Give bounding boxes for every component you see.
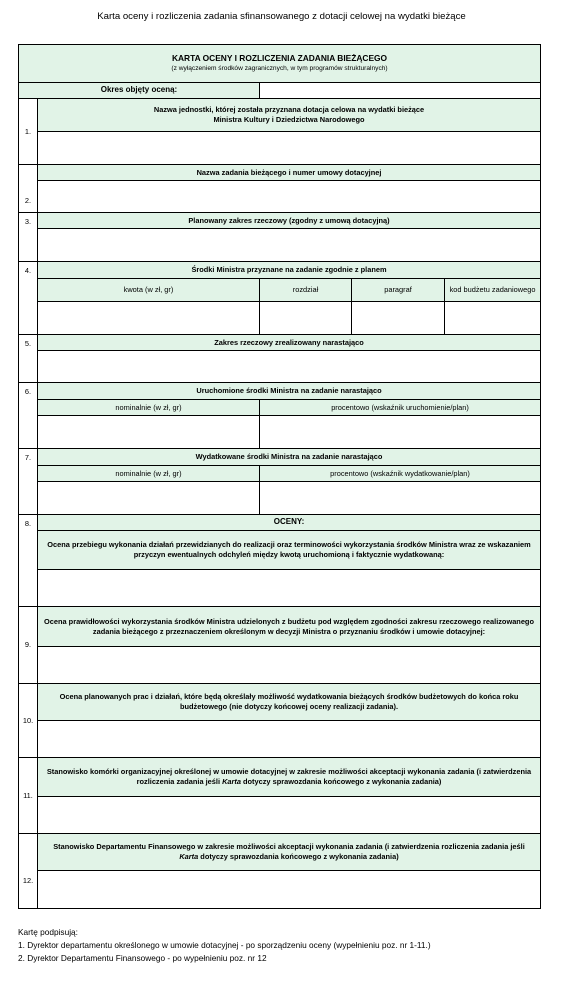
section-number: 10. [19,684,38,758]
section-9-field[interactable] [38,647,541,684]
section-12-italic: Karta [179,852,199,861]
section-number: 7. [19,449,38,515]
section-1-line2: Ministra Kultury i Dziedzictwa Narodowego [213,115,365,124]
chapter-field[interactable] [260,302,352,335]
section-2-title: Nazwa zadania bieżącego i numer umowy dotacyjnej [38,165,541,181]
page-title: Karta oceny i rozliczenia zadania sfinansowanego z dotacji celowej na wydatki bieżące [97,11,466,22]
form-title: KARTA OCENY I ROZLICZENIA ZADANIA BIEŻĄCEGO [171,53,388,64]
signatures-item: 1. Dyrektor departamentu określonego w umowie dotacyjnej - po sporządzeniu oceny (wypełnieniu poz. nr 1-11.) [18,939,431,950]
period-field[interactable] [260,83,541,99]
period-label: Okres objęty oceną: [19,83,260,99]
nominal-field[interactable] [38,482,260,515]
form-subtitle: (z wyłączeniem środków zagranicznych, w tym programów strukturalnych) [171,64,388,72]
section-11-text: Stanowisko komórki organizacyjnej określonej w umowie dotacyjnej w zakresie możliwości akceptacji wykonania zadania (i zatwierdzenia rozliczenia zadania jeśli [46,767,532,786]
col-header-amount: kwota (w zł, gr) [38,279,260,302]
section-1-line1: Nazwa jednostki, której została przyznana dotacja celowa na wydatki bieżące [153,105,425,115]
section-12-field[interactable] [38,871,541,909]
section-3-title: Planowany zakres rzeczowy (zgodny z umową dotacyjną) [38,213,541,229]
section-5-title: Zakres rzeczowy zrealizowany narastająco [38,335,541,351]
col-header-percent: procentowo (wskaźnik wydatkowanie/plan) [260,466,541,482]
paragraph-field[interactable] [352,302,445,335]
section-number: 6. [19,383,38,449]
section-12-title [38,834,541,871]
section-11-italic: Karta [222,777,241,786]
section-11-field[interactable] [38,797,541,834]
section-number: 4. [19,262,38,335]
section-9-title: Ocena prawidłowości wykorzystania środków Ministra udzielonych z budżetu pod względem zgodności zakresu rzeczowego realizowanego zadania bieżącego z przeznaczeniem określonym w decyzji Ministra o przyznaniu środków i umowie dotacyjnej: [38,607,541,647]
section-12-text-end: dotyczy sprawozdania końcowego z wykonania zadania) [198,852,399,861]
percent-field[interactable] [260,416,541,449]
section-1-title [38,99,541,132]
section-11-text-end: dotyczy sprawozdania końcowego z wykonania zadania) [240,777,442,786]
section-number: 11. [19,758,38,834]
period-row [19,83,541,99]
col-header-budget-code: kod budżetu zadaniowego [445,279,541,302]
signatures-item: 2. Dyrektor Departamentu Finansowego - po wypełnieniu poz. nr 12 [18,952,267,963]
section-10-field[interactable] [38,721,541,758]
col-header-nominal: nominalnie (w zł, gr) [38,400,260,416]
section-number: 9. [19,607,38,684]
section-8-field[interactable] [38,570,541,607]
section-6-title: Uruchomione środki Ministra na zadanie narastająco [38,383,541,400]
section-4-title: Środki Ministra przyznane na zadanie zgodnie z planem [38,262,541,279]
section-12-text: Stanowisko Departamentu Finansowego w zakresie możliwości akceptacji wykonania zadania (i zatwierdzenia rozliczenia zadania jeśli [53,842,525,852]
evaluation-form [18,44,541,909]
form-header [19,45,541,83]
signatures-note [18,926,431,965]
section-2-field[interactable] [38,181,541,213]
col-header-nominal: nominalnie (w zł, gr) [38,466,260,482]
section-10-title: Ocena planowanych prac i działań, które będą określały możliwość wydatkowania bieżących środków budżetowych do końca roku budżetowego (nie dotyczy końcowej oceny realizacji zadania). [38,684,541,721]
section-number: 3. [19,213,38,262]
section-5-field[interactable] [38,351,541,383]
ratings-heading: OCENY: [38,515,541,531]
section-11-title [38,758,541,797]
col-header-paragraph: paragraf [352,279,445,302]
col-header-percent: procentowo (wskaźnik uruchomienie/plan) [260,400,541,416]
col-header-chapter: rozdział [260,279,352,302]
section-1-field[interactable] [38,132,541,165]
section-number: 2. [19,165,38,213]
section-7-title: Wydatkowane środki Ministra na zadanie narastająco [38,449,541,466]
section-number: 12. [19,834,38,909]
section-number: 8. [19,515,38,607]
signatures-intro: Kartę podpisują: [18,927,78,937]
section-3-field[interactable] [38,229,541,262]
section-number: 1. [19,99,38,165]
section-number: 5. [19,335,38,383]
amount-field[interactable] [38,302,260,335]
budget-code-field[interactable] [445,302,541,335]
section-8-title: Ocena przebiegu wykonania działań przewidzianych do realizacji oraz terminowości wykorzystania środków Ministra wraz ze wskazaniem przyczyn ewentualnych odchyleń między kwotą uruchomioną i faktycznie wydatkowaną: [38,531,541,570]
nominal-field[interactable] [38,416,260,449]
percent-field[interactable] [260,482,541,515]
